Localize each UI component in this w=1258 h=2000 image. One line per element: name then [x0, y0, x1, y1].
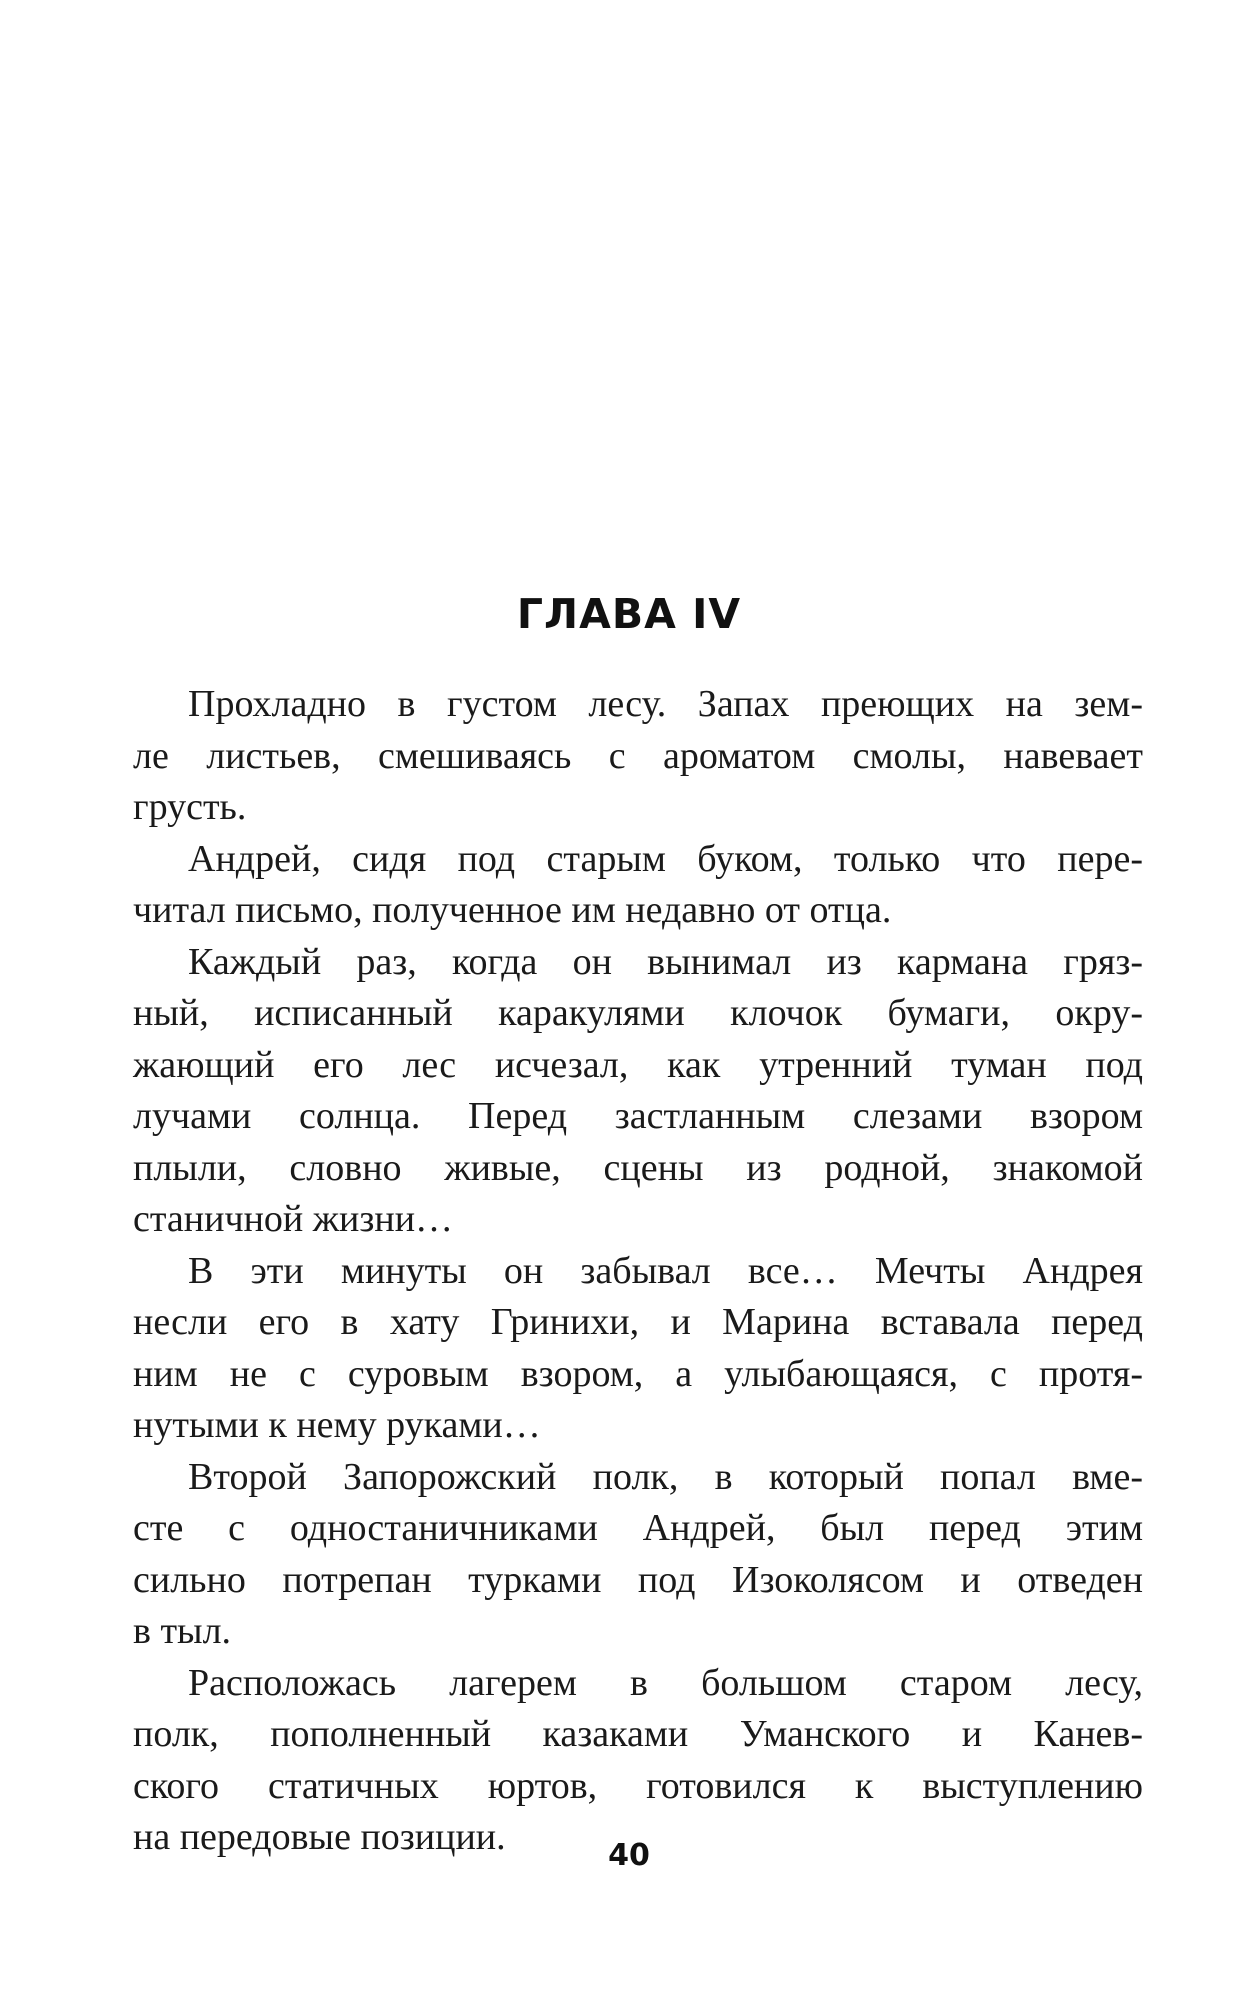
- text-line: Прохладно в густом лесу. Запах преющих на зем-: [188, 683, 1143, 725]
- text-line: в тыл.: [133, 1610, 232, 1652]
- text-line: Расположась лагерем в большом старом лесу,: [188, 1661, 1143, 1704]
- paragraph: [133, 679, 1143, 834]
- text-line: нутыми к нему руками…: [133, 1404, 541, 1446]
- text-line: сте с одностаничниками Андрей, был перед этим: [133, 1507, 1143, 1549]
- chapter-title: ГЛАВА IV: [516, 590, 742, 638]
- text-line: ского статичных юртов, готовился к выступлению: [133, 1764, 1143, 1807]
- paragraph: [133, 1658, 1143, 1864]
- text-line: на передовые позиции.: [133, 1816, 506, 1858]
- paragraph: [133, 834, 1143, 937]
- text-line: полк, пополненный казаками Уманского и Канев-: [133, 1713, 1143, 1755]
- text-line: плыли, словно живые, сцены из родной, знакомой: [133, 1146, 1143, 1189]
- text-line: Второй Запорожский полк, в который попал вме-: [188, 1455, 1143, 1498]
- paragraph: [133, 1452, 1143, 1658]
- text-line: В эти минуты он забывал все… Мечты Андрея: [188, 1249, 1143, 1292]
- text-line: грусть.: [133, 786, 247, 828]
- text-line: несли его в хату Гринихи, и Марина вставала перед: [133, 1301, 1143, 1343]
- text-line: ле листьев, смешиваясь с ароматом смолы, навевает: [133, 734, 1143, 777]
- text-line: сильно потрепан турками под Изоколясом и отведен: [133, 1558, 1143, 1601]
- text-line: Андрей, сидя под старым буком, только что пере-: [188, 837, 1143, 880]
- text-line: станичной жизни…: [133, 1198, 454, 1240]
- text-line: Каждый раз, когда он вынимал из кармана гряз-: [188, 940, 1143, 983]
- body-text: [133, 679, 1143, 1864]
- text-line: читал письмо, полученное им недавно от отца.: [133, 889, 892, 931]
- paragraph: [133, 937, 1143, 1246]
- page-number: 40: [608, 1838, 650, 1873]
- text-line: ный, исписанный каракулями клочок бумаги, окру-: [133, 992, 1143, 1034]
- text-line: лучами солнца. Перед застланным слезами взором: [133, 1095, 1143, 1137]
- text-line: жающий его лес исчезал, как утренний туман под: [133, 1043, 1143, 1086]
- paragraph: [133, 1246, 1143, 1452]
- text-line: ним не с суровым взором, а улыбающаяся, с протя-: [133, 1352, 1143, 1395]
